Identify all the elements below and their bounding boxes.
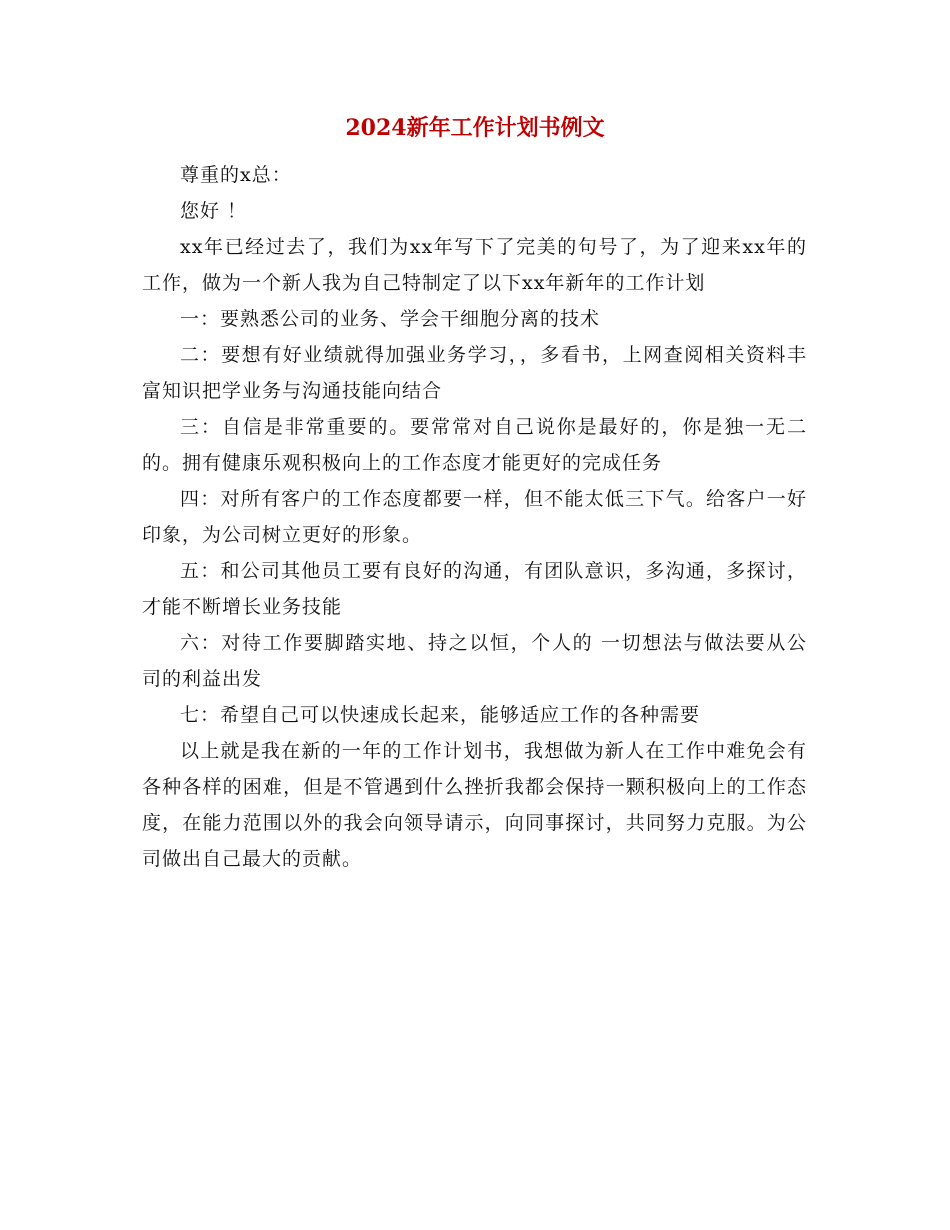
document-title: 2024新年工作计划书例文	[345, 115, 605, 141]
plan-item-1: 一：要熟悉公司的业务、学会干细胞分离的技术	[180, 308, 601, 330]
plan-item-5: 五：和公司其他员工要有良好的沟通，有团队意识，多沟通，多探讨，才能不断增长业务技能	[142, 560, 807, 618]
plan-item-6: 六：对待工作要脚踏实地、持之以恒，个人的 一切想法与做法要从公司的利益出发	[142, 632, 807, 690]
greeting: 您好 ！	[180, 200, 248, 222]
salutation: 尊重的x总：	[180, 164, 292, 186]
plan-item-7: 七：希望自己可以快速成长起来，能够适应工作的各种需要	[180, 704, 701, 726]
plan-item-4: 四：对所有客户的工作态度都要一样，但不能太低三下气。给客户一好印象，为公司树立更好的形象。	[142, 488, 807, 546]
intro-paragraph: xx年已经过去了，我们为xx年写下了完美的句号了，为了迎来xx年的工作，做为一个新人我为自己特制定了以下xx年新年的工作计划	[142, 236, 807, 294]
plan-item-3: 三：自信是非常重要的。要常常对自己说你是最好的，你是独一无二的。拥有健康乐观积极向上的工作态度才能更好的完成任务	[142, 416, 807, 474]
closing-paragraph: 以上就是我在新的一年的工作计划书，我想做为新人在工作中难免会有各种各样的困难，但是不管遇到什么挫折我都会保持一颗积极向上的工作态度，在能力范围以外的我会向领导请示，向同事探讨，共同努力克服。为公司做出自己最大的贡献。	[142, 740, 807, 870]
document-body	[142, 157, 807, 877]
plan-item-2: 二：要想有好业绩就得加强业务学习，，多看书，上网查阅相关资料丰富知识把学业务与沟通技能向结合	[142, 344, 807, 402]
